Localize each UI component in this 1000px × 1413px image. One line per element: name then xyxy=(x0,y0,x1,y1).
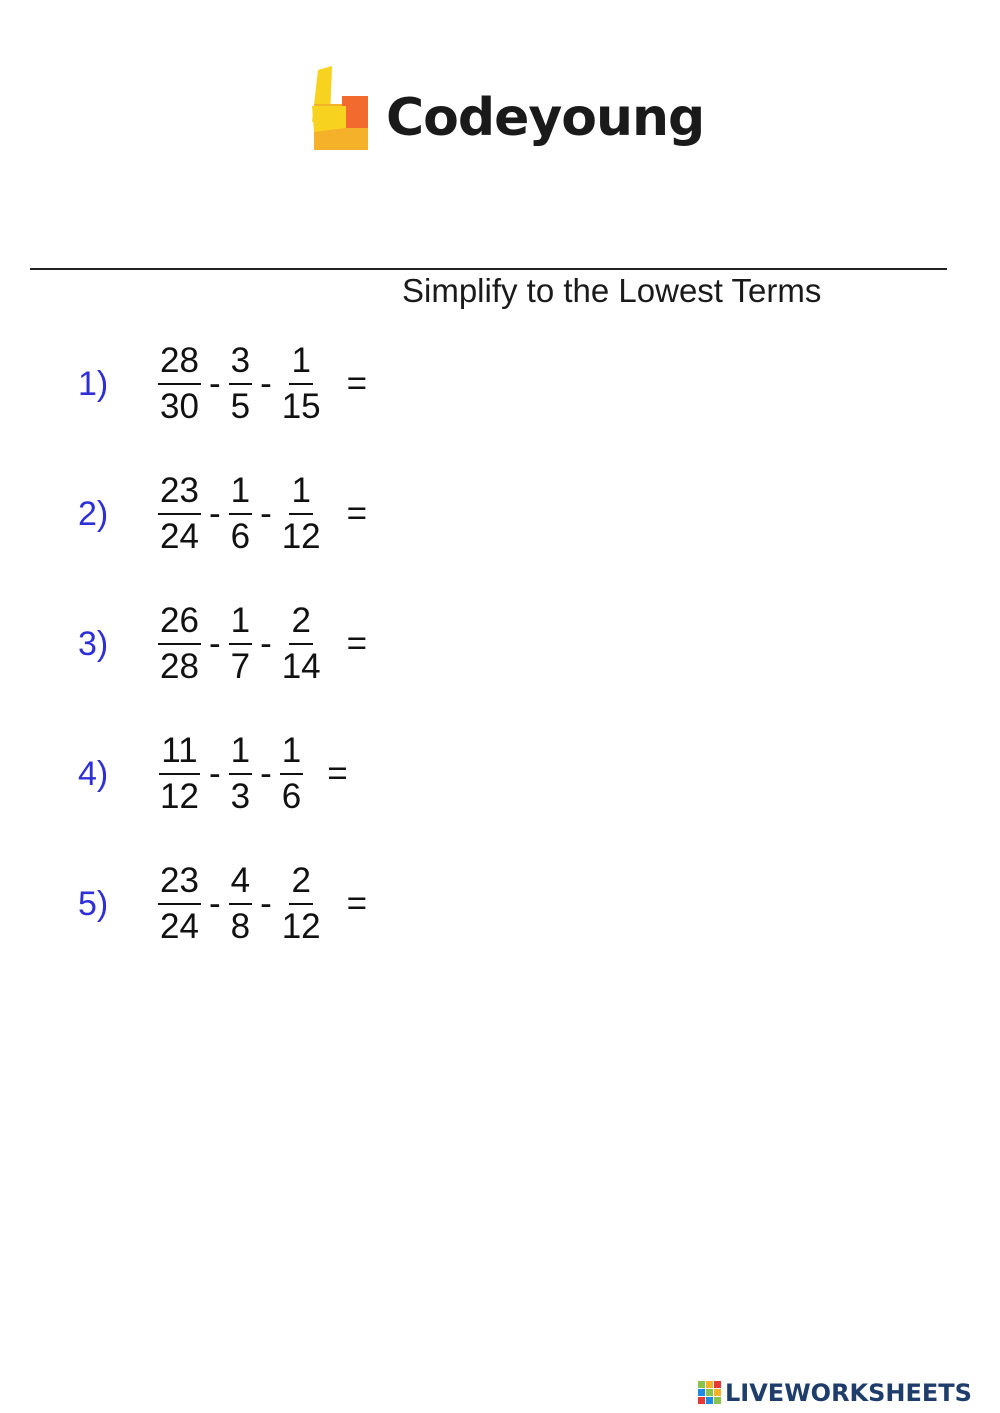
liveworksheets-watermark xyxy=(698,1378,972,1408)
problem-3 xyxy=(0,600,700,690)
fraction xyxy=(229,471,252,557)
numerator: 2 xyxy=(289,861,312,905)
equals-sign: = xyxy=(346,494,368,533)
fraction xyxy=(158,861,201,947)
expression xyxy=(158,860,367,948)
expression xyxy=(158,600,367,688)
numerator: 4 xyxy=(229,861,252,905)
fraction xyxy=(229,601,252,687)
problem-number: 2) xyxy=(78,495,109,533)
fraction xyxy=(280,731,303,817)
problem-4 xyxy=(0,730,700,820)
equals-sign: = xyxy=(346,364,368,403)
fraction xyxy=(158,341,201,427)
expression xyxy=(158,470,367,558)
numerator: 11 xyxy=(159,731,199,775)
denominator: 15 xyxy=(281,387,321,426)
problem-2 xyxy=(0,470,700,560)
minus-operator: - xyxy=(260,494,272,533)
liveworksheets-logo-icon xyxy=(698,1381,722,1405)
denominator: 30 xyxy=(160,387,199,426)
denominator: 12 xyxy=(281,907,321,946)
equals-sign: = xyxy=(346,884,368,923)
numerator: 26 xyxy=(158,601,201,645)
denominator: 3 xyxy=(230,777,251,816)
numerator: 1 xyxy=(289,341,312,385)
fraction xyxy=(158,471,201,557)
numerator: 1 xyxy=(289,471,312,515)
denominator: 24 xyxy=(160,907,199,946)
numerator: 1 xyxy=(229,601,252,645)
problem-number: 3) xyxy=(78,625,109,663)
numerator: 3 xyxy=(229,341,252,385)
fraction xyxy=(280,341,323,427)
denominator: 5 xyxy=(230,387,251,426)
minus-operator: - xyxy=(208,754,221,793)
minus-operator: - xyxy=(208,624,221,663)
denominator: 6 xyxy=(281,777,302,816)
minus-operator: - xyxy=(208,884,221,923)
fraction xyxy=(229,861,252,947)
numerator: 1 xyxy=(229,731,252,775)
equals-sign: = xyxy=(327,754,348,793)
numerator: 23 xyxy=(158,471,201,515)
minus-operator: - xyxy=(260,754,272,793)
denominator: 12 xyxy=(160,777,199,816)
minus-operator: - xyxy=(260,624,272,663)
numerator: 28 xyxy=(158,341,201,385)
fraction xyxy=(280,861,323,947)
denominator: 8 xyxy=(230,907,251,946)
brand-name: Codeyoung xyxy=(386,88,705,148)
denominator: 12 xyxy=(281,517,321,556)
fraction xyxy=(158,601,201,687)
instruction-title: Simplify to the Lowest Terms xyxy=(402,272,822,309)
equals-sign: = xyxy=(346,624,368,663)
expression xyxy=(158,730,348,818)
denominator: 14 xyxy=(281,647,321,686)
numerator: 2 xyxy=(289,601,312,645)
minus-operator: - xyxy=(208,494,221,533)
fraction xyxy=(229,341,252,427)
problem-number: 4) xyxy=(78,755,109,793)
fraction xyxy=(229,731,252,817)
problem-number: 5) xyxy=(78,885,109,923)
denominator: 6 xyxy=(230,517,251,556)
watermark-text: LIVEWORKSHEETS xyxy=(725,1379,972,1407)
denominator: 24 xyxy=(160,517,199,556)
fraction xyxy=(158,731,201,817)
minus-operator: - xyxy=(208,364,221,403)
numerator: 1 xyxy=(229,471,252,515)
minus-operator: - xyxy=(260,364,272,403)
problem-5 xyxy=(0,860,700,950)
fraction xyxy=(280,471,323,557)
fraction xyxy=(280,601,323,687)
numerator: 23 xyxy=(158,861,201,905)
expression xyxy=(158,340,367,428)
denominator: 7 xyxy=(230,647,251,686)
denominator: 28 xyxy=(160,647,199,686)
problem-number: 1) xyxy=(78,365,109,403)
problem-1 xyxy=(0,340,700,430)
minus-operator: - xyxy=(260,884,272,923)
numerator: 1 xyxy=(280,731,303,775)
